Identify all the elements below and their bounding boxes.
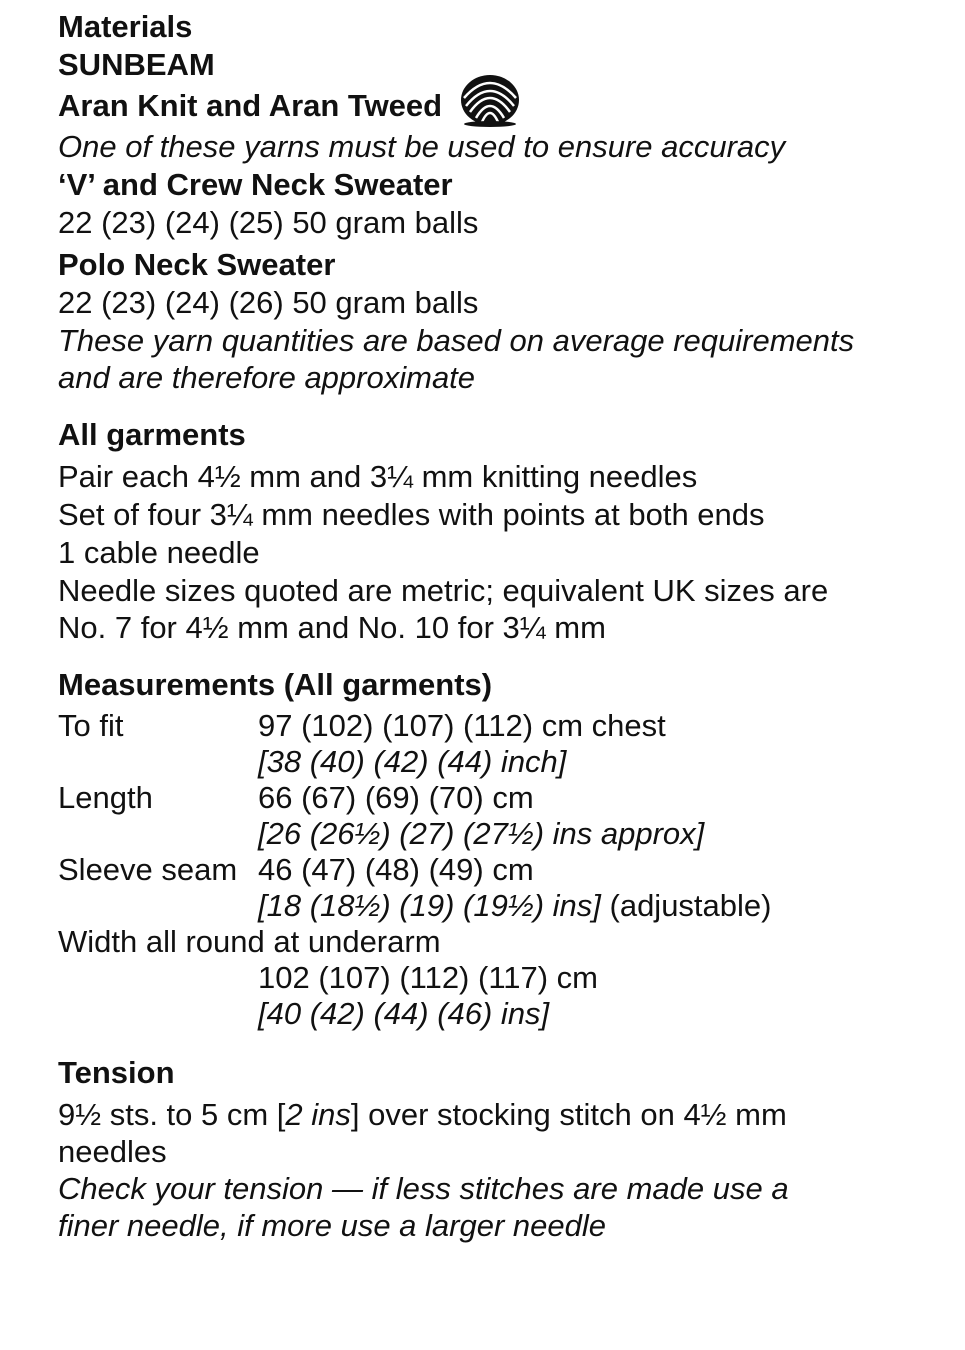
yarn-name: Aran Knit and Aran Tweed [58, 88, 443, 123]
needles-line: Pair each 4½ mm and 3¼ mm knitting needles [58, 459, 698, 494]
width-label: Width all round at underarm [58, 924, 441, 959]
sleeve-value: 46 (47) (48) (49) cm [258, 852, 534, 887]
polo-quantity: 22 (23) (24) (26) 50 gram balls [58, 285, 479, 320]
tension-heading: Tension [58, 1055, 175, 1090]
to-fit-value: 97 (102) (107) (112) cm chest [258, 708, 666, 743]
tension-check-line-2: finer needle, if more use a larger needle [58, 1208, 606, 1243]
needle-sizes-line-2: No. 7 for 4½ mm and No. 10 for 3¼ mm [58, 610, 606, 645]
polo-heading: Polo Neck Sweater [58, 247, 336, 282]
length-value: 66 (67) (69) (70) cm [258, 780, 534, 815]
to-fit-row [58, 708, 953, 744]
to-fit-label: To fit [58, 708, 124, 743]
quantity-note-line-2: and are therefore approximate [58, 360, 476, 395]
tension-line-1 [58, 1096, 953, 1134]
quantity-note-line-1: These yarn quantities are based on average requirements [58, 323, 855, 358]
to-fit-imperial: [38 (40) (42) (44) inch] [258, 744, 567, 779]
brand-name: SUNBEAM [58, 47, 215, 82]
tension-check-line-1: Check your tension — if less stitches are made use a [58, 1171, 789, 1206]
measurements-heading: Measurements (All garments) [58, 667, 493, 702]
sleeve-row [58, 852, 953, 888]
tension-line-1b: 2 ins [285, 1097, 351, 1132]
v-crew-heading: ‘V’ and Crew Neck Sweater [58, 167, 453, 202]
width-value: 102 (107) (112) (117) cm [258, 960, 599, 995]
v-crew-quantity: 22 (23) (24) (25) 50 gram balls [58, 205, 479, 240]
tension-line-2: needles [58, 1134, 167, 1169]
needle-set-line: Set of four 3¼ mm needles with points at both ends [58, 497, 765, 532]
materials-heading: Materials [58, 9, 193, 44]
sleeve-label: Sleeve seam [58, 852, 238, 887]
yarn-note: One of these yarns must be used to ensure accuracy [58, 129, 786, 164]
tension-line-1c: ] over stocking stitch on 4½ mm [350, 1097, 787, 1132]
yarn-title-row [58, 84, 953, 128]
length-imperial: [26 (26½) (27) (27½) ins approx] [258, 816, 705, 851]
sleeve-imperial-row [58, 888, 953, 924]
tension-line-1a: 9½ sts. to 5 cm [ [58, 1097, 286, 1132]
width-imperial: [40 (42) (44) (46) ins] [258, 996, 550, 1031]
needle-sizes-line-1: Needle sizes quoted are metric; equivalent UK sizes are [58, 573, 829, 608]
pattern-page [58, 8, 953, 1244]
length-label: Length [58, 780, 153, 815]
length-row [58, 780, 953, 816]
all-garments-heading: All garments [58, 417, 246, 452]
cable-needle-line: 1 cable needle [58, 535, 260, 570]
yarn-ball-icon [458, 68, 522, 128]
sleeve-note: (adjustable) [600, 888, 772, 923]
sleeve-imperial: [18 (18½) (19) (19½) ins] [258, 888, 601, 923]
